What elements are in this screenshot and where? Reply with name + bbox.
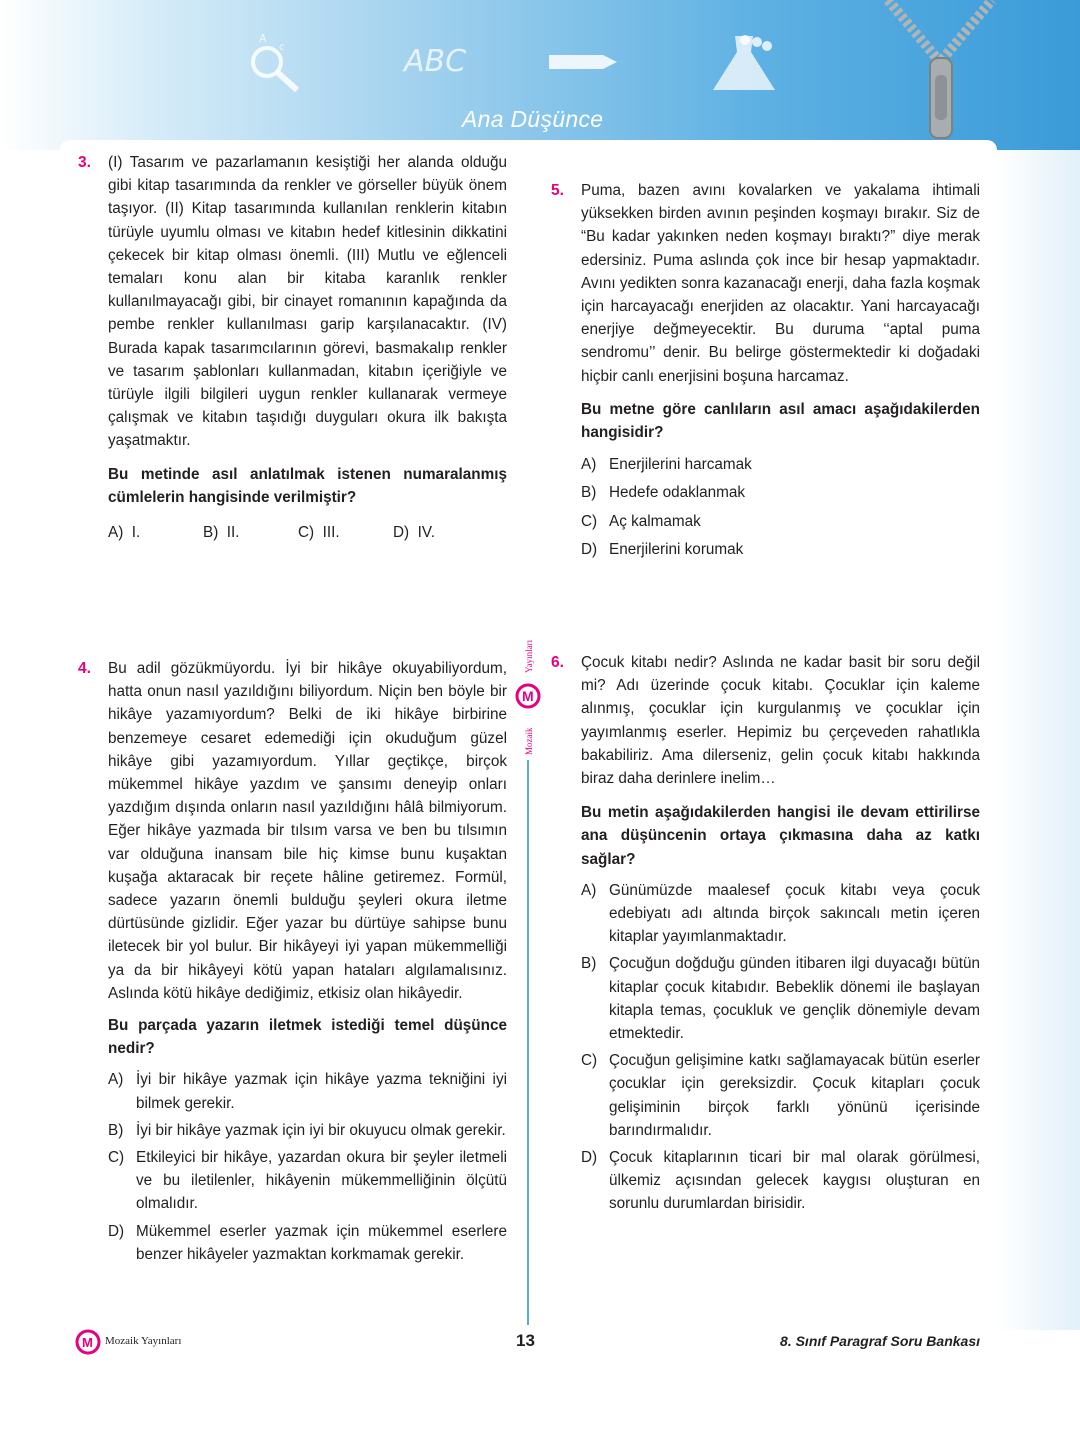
question-stem: Bu parçada yazarın iletmek istediği temel düşünce nedir? [108,1017,507,1058]
abc-icon [400,35,480,80]
answer-option-d[interactable]: D) Çocuk kitaplarının ticari bir mal olarak görülmesi, ülkemiz açısından gelecek kaygısı oluşturan en sorunlu durumlardan birisidir. [581,1149,980,1213]
pencil-icon [545,45,620,80]
answer-options [108,521,507,544]
answer-option-c[interactable]: C) Çocuğun gelişimine katkı sağlamayacak bütün eserler çocuklar için gereksizdir. Çocuk kitapları çocuk gelişiminin birçok farklı yönünü içerisinde barındırmalıdır. [581,1052,980,1139]
question-stem: Bu metne göre canlıların asıl amacı aşağıdakilerden hangisidir? [581,400,980,442]
question-number: 4. [78,660,91,677]
vertical-brand-right: Yayınları [524,639,534,673]
answer-options [108,1068,507,1266]
answer-option-d[interactable]: D) Mükemmel eserler yazmak için mükemmel eserlere benzer hikâyeler yazmaktan korkmamak gerekir. [108,1222,507,1263]
flask-icon [705,30,785,100]
side-gradient [996,150,1080,1330]
svg-text:M: M [82,1335,93,1350]
question-number: 5. [551,182,564,199]
answer-option-b[interactable]: B) İyi bir hikâye yazmak için iyi bir okuyucu olmak gerekir. [108,1121,506,1139]
question-6 [551,651,980,1220]
answer-option-a[interactable]: A) İyi bir hikâye yazmak için hikâye yazma tekniğini iyi bilmek gerekir. [108,1071,507,1112]
answer-option-c[interactable]: C) Etkileyici bir hikâye, yazardan okura bir şeyler iletmeli ve bu iletilenler, hikâyenin mükemmelliğinin ölçütü olmalıdır. [108,1149,507,1213]
question-stem: Bu metinde asıl anlatılmak istenen numaralanmış cümlelerin hangisinde verilmiştir? [108,465,507,506]
answer-option-a[interactable]: A) Enerjilerini harcamak [581,456,752,474]
question-4 [78,657,507,1270]
answer-option-b[interactable]: B) II. [203,524,240,542]
question-number: 3. [78,154,91,171]
answer-options [581,879,980,1216]
answer-option-b[interactable]: B) Hedefe odaklanmak [581,484,746,502]
question-passage: (I) Tasarım ve pazarlamanın kesiştiği her alanda olduğu gibi kitap tasarımında da renkler ve görseller büyük önem taşıyor. (II) Kitap tasarımında kullanılan renklerin kitabın türüyle uyumlu olması ve kitabın hedef kitlesinin dikkatini çekecek bir kitap olması önemli. (III) Mutlu ve eğlenceli temaları konu alan bir kitaba karanlık renkler kullanılmayacağı gibi, bir cinayet romanının kapağında da pembe renkler kullanılması garip karşılanacaktır. (IV) Burada kapak tasarımcılarının görevi, basmakalıp renkler ve tasarım şablonları kullanmadan, kitabın içeriğiyle ve türüyle ilgili bilgileri uygun renkler kullanarak vermeye çalışmak ve kitabın taşıdığı duyguları okura ilk bakışta yaşatmaktır. [108,154,507,450]
brand-logo-letter: M [522,688,534,704]
question-5 [551,179,980,566]
answer-option-d[interactable]: D) IV. [393,524,435,542]
footer-brand-name: Mozaik Yayınları [105,1335,182,1347]
footer-logo-icon [74,1328,102,1356]
answer-option-c[interactable]: C) III. [298,524,340,542]
vertical-brand-left: Mozaik [524,727,534,755]
answer-option-c[interactable]: C) Aç kalmamak [581,512,701,530]
svg-text:c: c [279,42,285,53]
answer-option-a[interactable]: A) I. [108,524,141,542]
svg-text:ABC: ABC [404,44,467,79]
magnifier-icon [245,28,315,98]
question-passage: Bu adil gözükmüyordu. İyi bir hikâye okuyabiliyordum, hatta onun nasıl yazıldığını biliyordum. Niçin ben böyle bir hikâye yazamıyordum? Belki de iki hikâye birbirine benzemeye cesaret edemediği için okuduğum güzel hikâye gibi yazamıyordum. Yıllar geçtikçe, birçok mükemmel hikâye yazdım ve şansımı deneyip onları yazdığım dışında onların nasıl yazıldığını hâlâ bilmiyorum. Eğer hikâye yazmada bir tılsım varsa ve ben bu tılsımın var olduğuna inansam bile hiç kimse bunu kuşaktan kuşağa aktaracak bir reçete hâline getiremez. Formül, sadece yazarın önemli bulduğu şeyleri okura iletme dürtüsünde gizlidir. Eğer yazar bu dürtüye sahipse bunu iletecek bir yol bulur. Bir hikâyeyi iyi yapan mükemmelliği ya da bir hikâyeyi kötü yapan hataları algılamalısınız. Aslında kötü hikâye dediğimiz, etkisiz olan hikâyedir. [108,660,507,1002]
page-number: 13 [516,1331,535,1350]
answer-option-b[interactable]: B) Çocuğun doğduğu günden itibaren ilgi duyacağı bütün kitaplar çocuk kitabıdır. Bebeklik dönemi ile başlayan kitapla temas, çocukluk ve gençlik dönemiyle devam etmektedir. [581,955,980,1043]
zipper-icon [878,0,1003,145]
book-title: 8. Sınıf Paragraf Soru Bankası [780,1333,980,1349]
vertical-brand [508,625,548,760]
answer-option-d[interactable]: D) Enerjilerini korumak [581,540,744,558]
answer-options [581,453,980,561]
section-title: Ana Düşünce [462,106,604,132]
question-passage: Çocuk kitabı nedir? Aslında ne kadar basit bir soru değil mi? Adı üzerinde çocuk kitabı. Çocuklar için kaleme alınmış, çocuklar için kurgulanmış ve çocuklar için yayımlanmış eserler. Hepimiz bu çerçeveden rahatlıkla bakabiliriz. Ama dilerseniz, gelin çocuk kitabı hakkında biraz daha derinlere inelim… [581,654,980,788]
answer-option-a[interactable]: A) Günümüzde maalesef çocuk kitabı veya çocuk edebiyatı adı altında birçok sakıncalı metin içeren kitaplar yayımlanmaktadır. [581,881,980,946]
question-number: 6. [551,654,564,671]
question-passage: Puma, bazen avını kovalarken ve yakalama ihtimali yüksekken birden avının peşinden koşmayı bırakır. Siz de “Bu kadar yakınken neden koşmayı bıraktı?” diye merak edersiniz. Puma aslında çok ince bir hesap yapmaktadır. Avını yedikten sonra kazanacağı enerji, daha fazla koşmak için harcayacağı enerjiden az olacaktır. Yani harcayacağı enerjiye değmeyecektir. Bu duruma ‘‘aptal puma sendromu’’ denir. Bu belirge göstermektedir ki doğadaki hiçbir canlı enerjisini boşuna harcamaz. [581,182,980,385]
question-3 [78,151,507,544]
svg-text:A: A [259,32,267,45]
question-stem: Bu metin aşağıdakilerden hangisi ile devam ettirilirse ana düşüncenin ortaya çıkmasına daha az katkı sağlar? [581,804,980,868]
